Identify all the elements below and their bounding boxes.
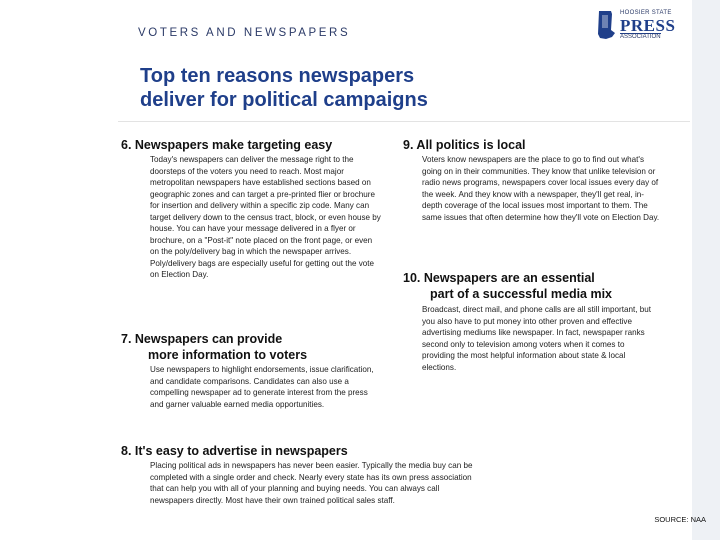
right-edge-strip	[692, 0, 720, 540]
section-7-heading-line-2: more information to voters	[148, 348, 308, 362]
section-8-body: Placing political ads in newspapers has never been easier. Typically the media buy can be completed with a single order and check. Nearly every state has its own press association that can help you with all of your planning and buying needs. You can always call newspapers directly. Most have their own trained political sales staff.	[150, 461, 473, 505]
press-association-logo	[596, 10, 686, 40]
section-9-heading: 9. All politics is local	[403, 138, 526, 152]
source-note: SOURCE: NAA	[654, 515, 706, 524]
section-9-body: Voters know newspapers are the place to go to find out what's going on in their communities. They know that unlike television or radio news programs, newspapers cover local issues every day of the week. And they know with a newspaper, they'll get real, in-depth coverage of the local issues most important to them. The same issues that often determine how they'll vote on Election Day.	[422, 155, 660, 222]
logo-state-name: HOOSIER STATE	[620, 10, 672, 16]
section-7-heading-line-1: 7. Newspapers can provide	[121, 332, 283, 346]
section-10-body: Broadcast, direct mail, and phone calls are all still important, but you also have to put money into other proven and effective advertising mediums like newspaper. In fact, newspaper ranks second only to television among voters when it comes to providing the most helpful information about state & local elections.	[422, 305, 651, 372]
indiana-state-outline-icon	[596, 10, 618, 40]
page-title-line-2: deliver for political campaigns	[140, 89, 428, 111]
logo-press-word: PRESS	[620, 16, 676, 35]
section-7-body: Use newspapers to highlight endorsements, issue clarification, and candidate comparisons. Candidates can also use a compelling newspaper ad to generate interest from the press and garner valuable earned media opportunities.	[150, 365, 374, 409]
title-divider	[118, 121, 690, 122]
section-7-heading	[121, 331, 361, 363]
section-8-heading: 8. It's easy to advertise in newspapers	[121, 444, 348, 458]
page-title	[140, 64, 560, 112]
logo-association-word: ASSOCIATION	[620, 34, 661, 40]
header-kicker: VOTERS AND NEWSPAPERS	[138, 27, 351, 39]
section-10-heading	[403, 270, 663, 302]
section-6-body: Today's newspapers can deliver the message right to the doorsteps of the voters you need to reach. Most major metropolitan newspapers have established sections based on geographic zones and can target a pre-printed flier or brochure for insertion and delivery within a specific zip code. Many can target delivery down to the census tract, block, or even house by house. You can have your message delivered in a flyer or brochure, on a "Post-it" note placed on the front page, or even on the poly/delivery bag in which the newspaper arrives. Poly/delivery bags are especially useful for getting out the vote on Election Day.	[150, 155, 381, 279]
section-10-heading-line-2: part of a successful media mix	[430, 287, 613, 301]
section-10-heading-line-1: 10. Newspapers are an essential	[403, 271, 595, 285]
section-6-heading: 6. Newspapers make targeting easy	[121, 138, 333, 152]
page-title-line-1: Top ten reasons newspapers	[140, 65, 415, 87]
